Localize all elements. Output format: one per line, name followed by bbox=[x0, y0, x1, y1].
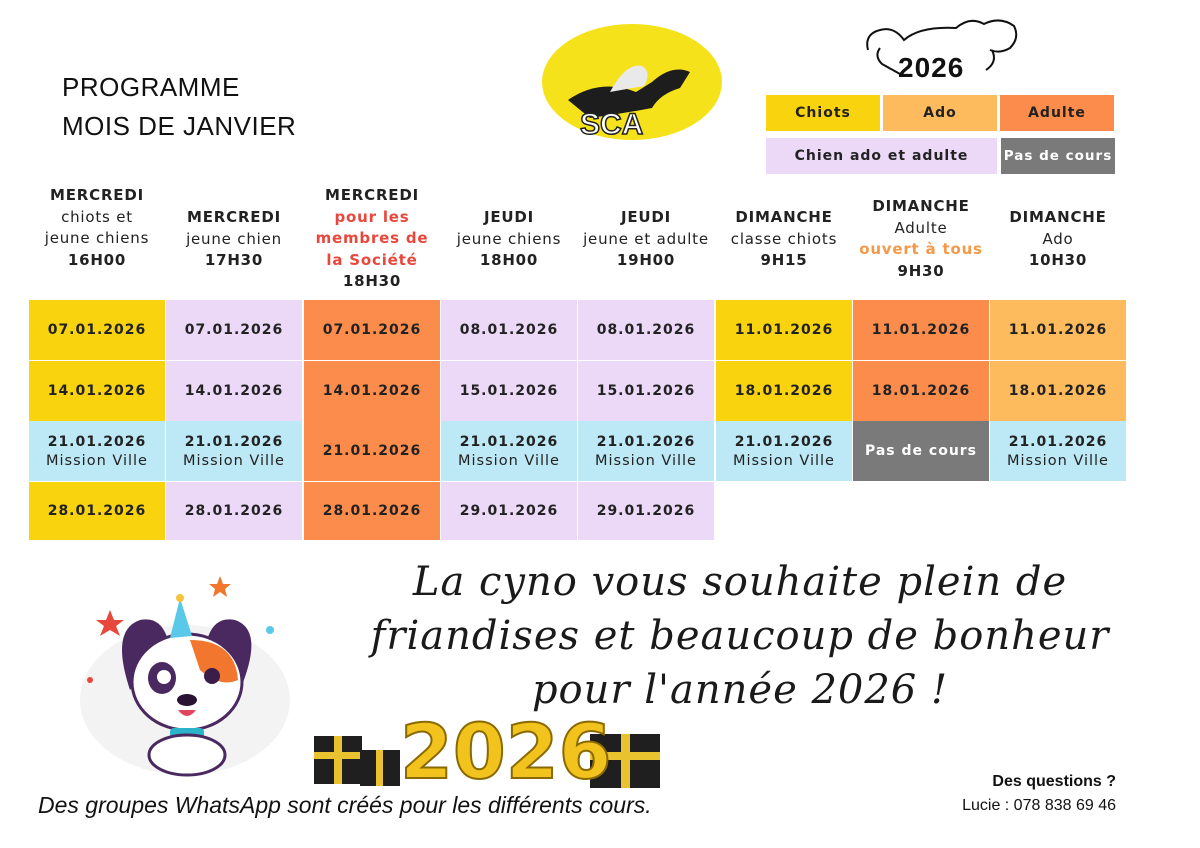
schedule-cell bbox=[304, 361, 440, 421]
cell-sub: Mission Ville bbox=[46, 452, 148, 469]
club-logo bbox=[540, 22, 724, 142]
cell-sub: Mission Ville bbox=[183, 452, 285, 469]
schedule-cell bbox=[166, 361, 302, 421]
column-time: 10H30 bbox=[1028, 251, 1088, 269]
cell-date: 21.01.2026 bbox=[47, 433, 147, 450]
cell-date: 21.01.2026 bbox=[184, 433, 284, 450]
cell-date: 15.01.2026 bbox=[459, 383, 559, 399]
legend-chien-ado-adulte bbox=[766, 138, 997, 174]
column-header-3 bbox=[304, 185, 440, 293]
cell-date: 08.01.2026 bbox=[596, 322, 696, 338]
cell-date: 18.01.2026 bbox=[734, 383, 834, 399]
cell-date: 07.01.2026 bbox=[184, 322, 284, 338]
schedule-cell bbox=[166, 300, 302, 360]
cell-date: 14.01.2026 bbox=[322, 383, 422, 399]
column-time: 17H30 bbox=[204, 251, 264, 269]
gifts-2026-illustration bbox=[308, 700, 668, 792]
greeting-line: pour l'année 2026 ! bbox=[531, 667, 949, 713]
schedule-cell bbox=[29, 361, 165, 421]
cell-sub: Mission Ville bbox=[595, 452, 697, 469]
schedule-cell bbox=[304, 482, 440, 540]
schedule-cell bbox=[853, 361, 989, 421]
cell-sub: Mission Ville bbox=[458, 452, 560, 469]
legend-pas-de-cours-label: Pas de cours bbox=[1003, 148, 1113, 164]
column-day: MERCREDI bbox=[50, 186, 144, 204]
schedule-cell bbox=[304, 300, 440, 360]
column-header-2 bbox=[166, 207, 302, 272]
legend-chien-ado-adulte-label: Chien ado et adulte bbox=[794, 148, 969, 164]
title-line-month: MOIS DE JANVIER bbox=[62, 111, 297, 141]
gifts-year: 2026 bbox=[400, 707, 612, 792]
cell-date: 21.01.2026 bbox=[322, 443, 422, 459]
column-header-6 bbox=[716, 207, 852, 272]
column-desc: membres de bbox=[315, 229, 429, 247]
column-header-7 bbox=[853, 196, 989, 282]
column-desc: pour les bbox=[334, 207, 410, 226]
cell-date: 15.01.2026 bbox=[596, 383, 696, 399]
schedule-cell bbox=[304, 421, 440, 481]
contact-phone: Lucie : 078 838 69 46 bbox=[962, 797, 1116, 814]
cell-date: 28.01.2026 bbox=[184, 503, 284, 519]
schedule-cell bbox=[166, 482, 302, 540]
column-desc: jeune chiens bbox=[456, 229, 562, 248]
cell-date: 29.01.2026 bbox=[596, 503, 696, 519]
cell-date: 14.01.2026 bbox=[184, 383, 284, 399]
column-time: 9H15 bbox=[760, 251, 808, 269]
column-desc: jeune chiens bbox=[44, 229, 150, 247]
cell-date: 21.01.2026 bbox=[1008, 433, 1108, 450]
schedule-cell bbox=[29, 482, 165, 540]
legend-adulte bbox=[1000, 95, 1114, 131]
cell-sub: Mission Ville bbox=[733, 452, 835, 469]
schedule-cell bbox=[441, 421, 577, 481]
cell-date: 07.01.2026 bbox=[322, 322, 422, 338]
column-desc: classe chiots bbox=[730, 229, 838, 248]
schedule-cell bbox=[716, 300, 852, 360]
greeting-message bbox=[350, 555, 1130, 717]
schedule-cell bbox=[441, 482, 577, 540]
contact-block bbox=[940, 770, 1116, 818]
column-header-8 bbox=[990, 207, 1126, 272]
cell-date: 08.01.2026 bbox=[459, 322, 559, 338]
schedule-cell bbox=[29, 300, 165, 360]
schedule-cell bbox=[990, 300, 1126, 360]
schedule-cell bbox=[166, 421, 302, 481]
column-day: MERCREDI bbox=[325, 186, 419, 204]
column-day: JEUDI bbox=[620, 208, 672, 226]
year-label: 2026 bbox=[898, 52, 965, 83]
schedule-cell bbox=[990, 421, 1126, 481]
schedule-cell bbox=[578, 361, 714, 421]
column-time: 18H30 bbox=[342, 272, 402, 290]
column-day: MERCREDI bbox=[187, 208, 281, 226]
cell-date: 21.01.2026 bbox=[459, 433, 559, 450]
cell-date: 07.01.2026 bbox=[47, 322, 147, 338]
legend-ado bbox=[883, 95, 997, 131]
cell-date: 29.01.2026 bbox=[459, 503, 559, 519]
legend-pas-de-cours bbox=[1001, 138, 1115, 174]
column-day: JEUDI bbox=[483, 208, 535, 226]
cell-date: 28.01.2026 bbox=[47, 503, 147, 519]
column-day: DIMANCHE bbox=[872, 197, 970, 215]
greeting-line: friandises et beaucoup de bonheur bbox=[370, 613, 1110, 659]
cell-date: 11.01.2026 bbox=[871, 322, 971, 338]
column-desc: ouvert à tous bbox=[859, 240, 983, 258]
greeting-line: La cyno vous souhaite plein de bbox=[412, 559, 1068, 605]
schedule-cell bbox=[441, 361, 577, 421]
column-day: DIMANCHE bbox=[735, 208, 833, 226]
schedule-cell bbox=[716, 421, 852, 481]
column-desc: jeune chien bbox=[186, 229, 282, 248]
schedule-cell bbox=[578, 300, 714, 360]
column-header-5 bbox=[578, 207, 714, 272]
column-desc: la Société bbox=[326, 250, 418, 269]
cell-date: 18.01.2026 bbox=[1008, 383, 1108, 399]
cell-date: 21.01.2026 bbox=[596, 433, 696, 450]
column-header-1 bbox=[29, 185, 165, 271]
cell-date: Pas de cours bbox=[864, 443, 978, 459]
legend-adulte-label: Adulte bbox=[1028, 105, 1086, 121]
cell-date: 18.01.2026 bbox=[871, 383, 971, 399]
schedule-cell bbox=[578, 421, 714, 481]
column-desc: Ado bbox=[1042, 229, 1074, 248]
party-puppy-illustration bbox=[70, 570, 300, 780]
cell-sub: Mission Ville bbox=[1007, 452, 1109, 469]
column-time: 9H30 bbox=[897, 261, 945, 280]
column-time: 16H00 bbox=[67, 250, 127, 269]
cell-date: 11.01.2026 bbox=[734, 322, 834, 338]
legend-chiots bbox=[766, 95, 880, 131]
column-desc: jeune et adulte bbox=[583, 229, 709, 248]
cell-date: 21.01.2026 bbox=[734, 433, 834, 450]
cell-date: 11.01.2026 bbox=[1008, 322, 1108, 338]
schedule-cell bbox=[29, 421, 165, 481]
title-line-programme: PROGRAMME bbox=[62, 72, 240, 102]
whatsapp-note: Des groupes WhatsApp sont créés pour les différents cours. bbox=[38, 792, 652, 818]
column-day: DIMANCHE bbox=[1009, 208, 1107, 226]
schedule-cell bbox=[578, 482, 714, 540]
schedule-cell bbox=[441, 300, 577, 360]
page-title bbox=[62, 68, 296, 146]
column-time: 19H00 bbox=[616, 251, 676, 269]
logo-monogram: SCA bbox=[580, 108, 644, 141]
column-time: 18H00 bbox=[479, 251, 539, 269]
schedule-cell bbox=[853, 300, 989, 360]
schedule-cell-no-class bbox=[853, 421, 989, 481]
column-header-4 bbox=[441, 207, 577, 272]
schedule-cell bbox=[990, 361, 1126, 421]
column-desc: Adulte bbox=[894, 218, 948, 237]
column-desc: chiots et bbox=[61, 207, 133, 226]
legend-ado-label: Ado bbox=[923, 105, 957, 121]
legend-chiots-label: Chiots bbox=[795, 105, 851, 121]
cell-date: 28.01.2026 bbox=[322, 503, 422, 519]
contact-question: Des questions ? bbox=[992, 773, 1116, 790]
cell-date: 14.01.2026 bbox=[47, 383, 147, 399]
schedule-cell bbox=[716, 361, 852, 421]
